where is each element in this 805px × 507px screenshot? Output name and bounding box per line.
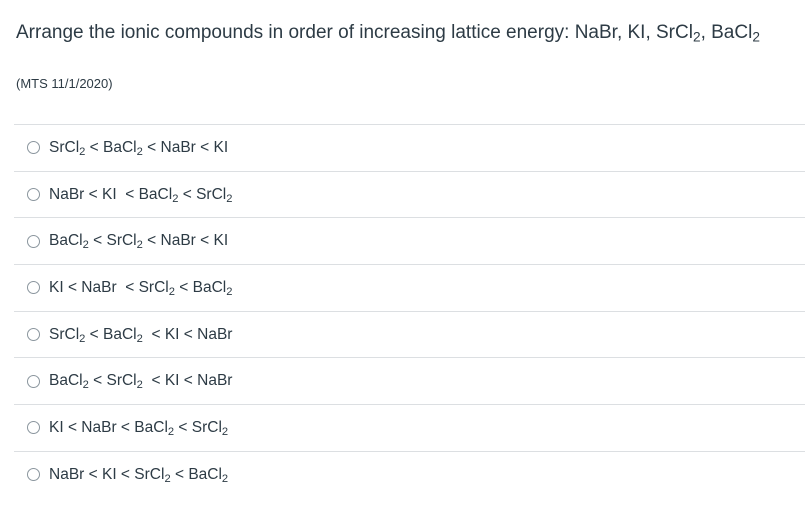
radio-button[interactable] [27, 328, 40, 341]
answer-text: < BaCl [174, 278, 227, 296]
answer-text: < BaCl [85, 138, 137, 156]
answer-text: SrCl [49, 138, 80, 156]
answer-subscript: 2 [82, 379, 89, 392]
question-subscript-1: 2 [692, 29, 701, 45]
question-text [16, 20, 760, 46]
answer-text: < SrCl [88, 232, 137, 250]
answer-text: BaCl [49, 232, 83, 250]
question-subscript-2: 2 [752, 29, 760, 45]
answer-subscript: 2 [136, 145, 143, 158]
answer-text: < SrCl [88, 372, 137, 390]
answer-text: < SrCl [178, 185, 227, 203]
question-text-main: Arrange the ionic compounds in order of increasing lattice energy: NaBr, KI, SrCl [16, 22, 693, 43]
answer-text: NaBr < KI < BaCl [49, 185, 173, 203]
answer-label [49, 278, 232, 298]
answer-subscript: 2 [226, 285, 233, 298]
answer-option-7[interactable] [14, 404, 805, 451]
question-text-mid: , BaCl [700, 22, 753, 43]
answer-subscript: 2 [136, 379, 143, 392]
answer-subscript: 2 [167, 425, 175, 438]
answer-subscript: 2 [172, 192, 179, 205]
answer-label [49, 138, 228, 158]
radio-button[interactable] [27, 235, 40, 248]
answer-option-6[interactable] [14, 357, 805, 404]
answer-option-3[interactable] [14, 217, 805, 264]
answer-text: < NaBr < KI [142, 232, 229, 250]
answer-option-1[interactable] [14, 124, 805, 171]
answer-subscript: 2 [79, 332, 86, 345]
answer-text: KI < NaBr < BaCl [49, 418, 168, 436]
answer-subscript: 2 [168, 285, 175, 298]
answer-option-4[interactable] [14, 264, 805, 311]
answer-text: SrCl [49, 325, 80, 343]
radio-button[interactable] [27, 141, 40, 154]
answer-text: < BaCl [170, 465, 222, 483]
answer-subscript: 2 [136, 239, 143, 251]
answer-text: BaCl [49, 372, 83, 390]
answer-option-5[interactable] [14, 311, 805, 358]
radio-button[interactable] [27, 281, 40, 294]
answer-label [49, 465, 228, 485]
answer-subscript: 2 [226, 192, 233, 205]
answer-label [49, 325, 232, 345]
radio-button[interactable] [27, 421, 40, 434]
radio-button[interactable] [27, 375, 40, 388]
answer-option-8[interactable] [14, 451, 805, 498]
answer-subscript: 2 [221, 472, 229, 485]
answer-list [14, 124, 805, 498]
answer-text: < NaBr < KI [142, 138, 229, 156]
answer-subscript: 2 [221, 425, 229, 438]
answer-subscript: 2 [136, 332, 143, 345]
answer-label [49, 231, 228, 251]
answer-text: < KI < NaBr [142, 372, 233, 390]
answer-label [49, 185, 232, 205]
question-meta: (MTS 11/1/2020) [16, 76, 113, 91]
answer-subscript: 2 [82, 239, 89, 251]
radio-button[interactable] [27, 188, 40, 201]
answer-option-2[interactable] [14, 171, 805, 218]
radio-button[interactable] [27, 468, 40, 481]
answer-text: KI < NaBr < SrCl [49, 278, 169, 296]
answer-subscript: 2 [164, 472, 171, 485]
answer-text: NaBr < KI < SrCl [49, 465, 165, 483]
answer-text: < KI < NaBr [142, 325, 233, 343]
answer-label [49, 371, 232, 391]
answer-label [49, 418, 228, 438]
answer-text: < BaCl [85, 325, 137, 343]
answer-text: < SrCl [174, 418, 222, 436]
answer-subscript: 2 [79, 145, 86, 158]
